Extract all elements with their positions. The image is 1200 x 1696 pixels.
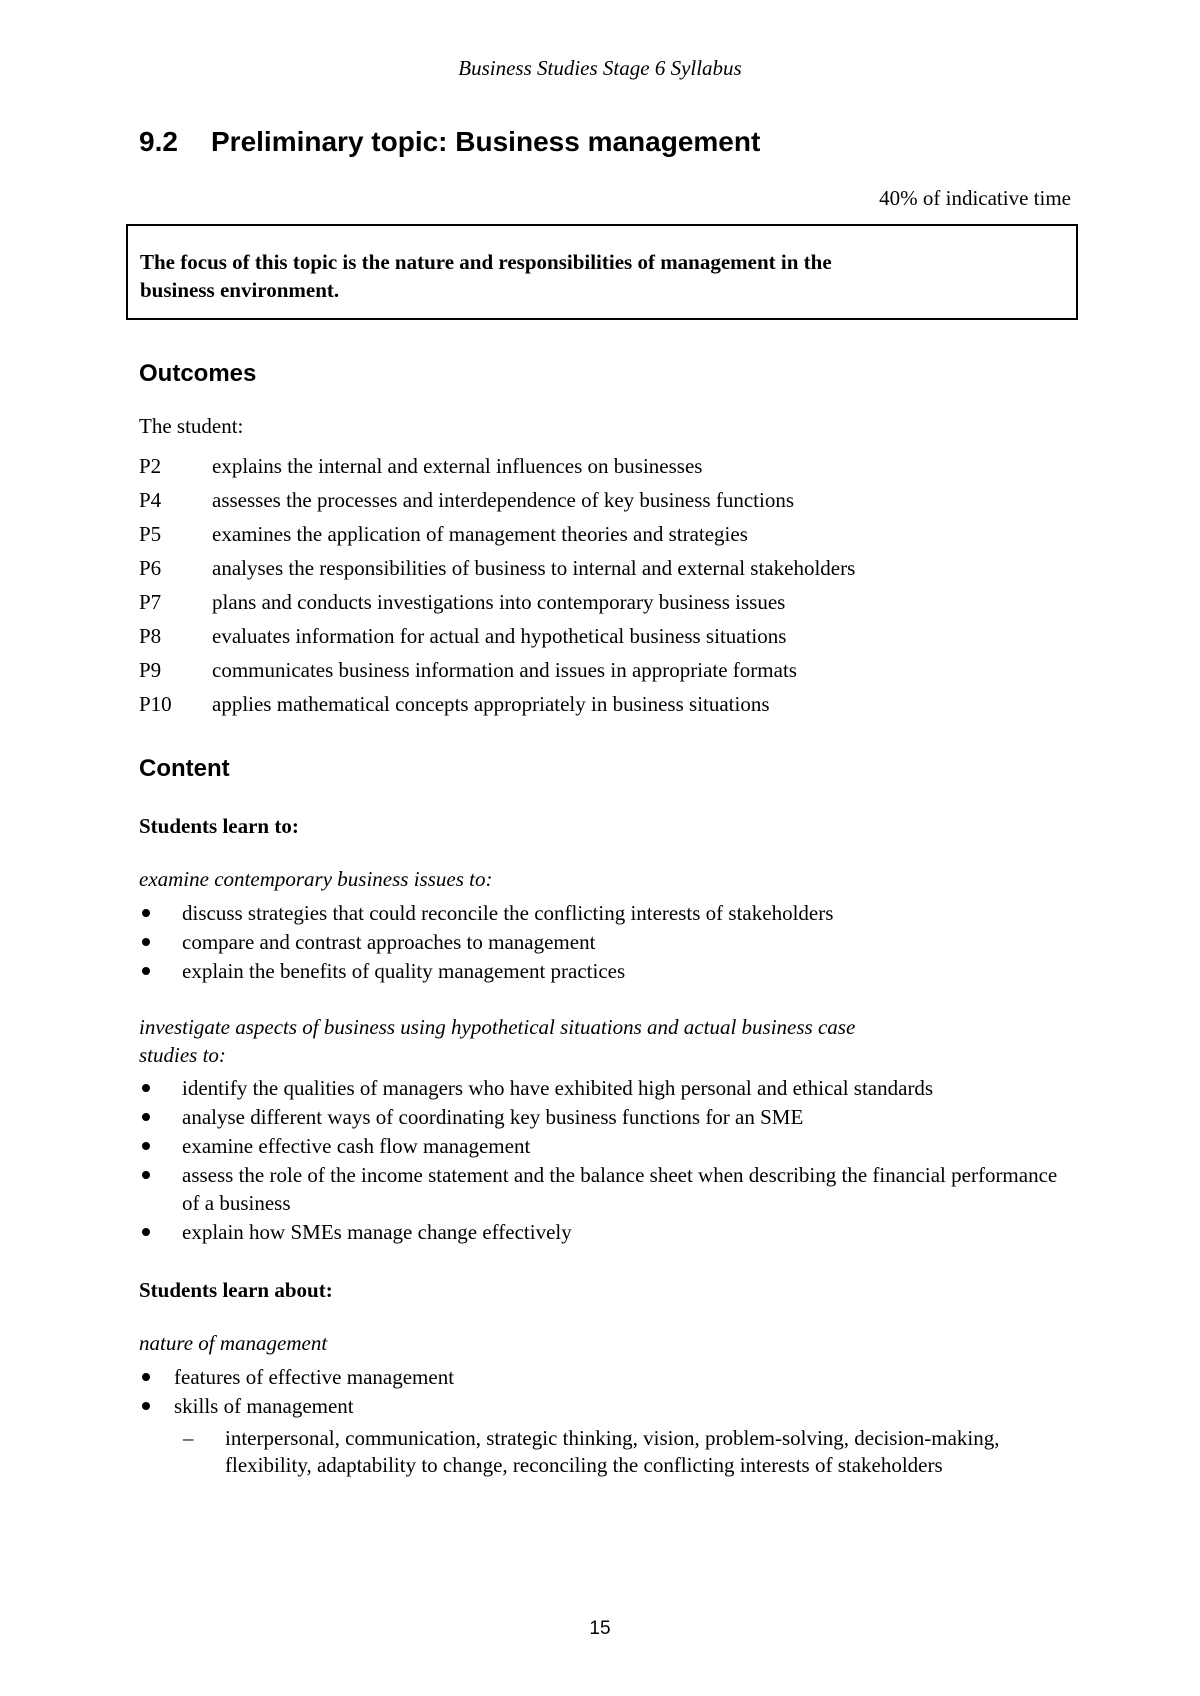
list-item-text: explain the benefits of quality management practices	[182, 959, 626, 983]
list-item-text: discuss strategies that could reconcile the conflicting interests of stakeholders	[182, 901, 834, 925]
outcome-code: P4	[139, 488, 162, 512]
list-item	[139, 1103, 1074, 1131]
outcome-code: P8	[139, 624, 162, 648]
bullet-icon	[142, 1113, 150, 1121]
list-item-text: features of effective management	[174, 1365, 455, 1389]
outcomes-intro: The student:	[139, 414, 244, 438]
learn-about-label: Students learn about:	[139, 1278, 333, 1302]
group1-list	[139, 899, 1039, 986]
content-heading: Content	[139, 755, 230, 782]
outcome-item	[139, 588, 855, 622]
page-number: 15	[589, 1618, 611, 1639]
outcomes-heading: Outcomes	[139, 360, 257, 387]
bullet-icon	[142, 909, 150, 917]
group2-list	[139, 1074, 1074, 1247]
outcome-text: applies mathematical concepts appropriately in business situations	[212, 692, 770, 716]
outcome-item	[139, 520, 855, 554]
list-item	[139, 1074, 1074, 1102]
outcome-item	[139, 452, 855, 486]
outcome-item	[139, 656, 855, 690]
outcome-text: explains the internal and external influences on businesses	[212, 454, 703, 478]
outcome-code: P2	[139, 454, 162, 478]
outcome-item	[139, 486, 855, 520]
list-item	[139, 899, 1039, 927]
focus-line: business environment.	[140, 278, 340, 302]
running-header: Business Studies Stage 6 Syllabus	[458, 56, 742, 80]
outcome-item	[139, 622, 855, 656]
outcome-code: P10	[139, 692, 172, 716]
outcome-code: P9	[139, 658, 162, 682]
bullet-icon	[142, 1142, 150, 1150]
list-item-text: analyse different ways of coordinating key business functions for an SME	[182, 1105, 804, 1129]
list-item	[139, 957, 1039, 985]
skills-sublist	[180, 1425, 1005, 1479]
bullet-icon	[142, 1402, 150, 1410]
bullet-icon	[142, 1084, 150, 1092]
outcome-text: plans and conducts investigations into contemporary business issues	[212, 590, 786, 614]
outcome-code: P7	[139, 590, 162, 614]
focus-statement-box	[126, 224, 1078, 320]
focus-line: The focus of this topic is the nature and responsibilities of management in the	[140, 250, 832, 274]
nature-lead: nature of management	[139, 1331, 328, 1355]
list-item-text: assess the role of the income statement and the balance sheet when describing the financial performance of a business	[182, 1163, 1058, 1215]
outcome-text: analyses the responsibilities of business to internal and external stakeholders	[212, 556, 856, 580]
outcome-code: P5	[139, 522, 162, 546]
bullet-icon	[142, 1373, 150, 1381]
list-item	[139, 1218, 1074, 1246]
bullet-icon	[142, 938, 150, 946]
outcome-text: communicates business information and issues in appropriate formats	[212, 658, 797, 682]
outcome-item	[139, 554, 855, 588]
list-item-text: identify the qualities of managers who have exhibited high personal and ethical standards	[182, 1076, 934, 1100]
list-item	[139, 1363, 1039, 1391]
nature-list	[139, 1363, 1039, 1421]
list-item-text: compare and contrast approaches to management	[182, 930, 596, 954]
bullet-icon	[142, 1228, 150, 1236]
group2-lead	[139, 1013, 855, 1069]
group1-lead: examine contemporary business issues to:	[139, 867, 493, 891]
bullet-icon	[142, 1171, 150, 1179]
list-item	[139, 1132, 1074, 1160]
list-item-text: explain how SMEs manage change effectively	[182, 1220, 572, 1244]
sublist-item-text: interpersonal, communication, strategic thinking, vision, problem-solving, decision-making, flexibility, adaptability to change, reconciling the conflicting interests of stakeholders	[225, 1426, 1000, 1477]
list-item-text: skills of management	[174, 1394, 354, 1418]
section-number: 9.2	[139, 126, 178, 157]
section-title	[139, 126, 760, 158]
sublist-item	[180, 1425, 1005, 1479]
outcome-text: assesses the processes and interdependence of key business functions	[212, 488, 795, 512]
outcome-text: evaluates information for actual and hypothetical business situations	[212, 624, 787, 648]
list-item-text: examine effective cash flow management	[182, 1134, 531, 1158]
bullet-icon	[142, 967, 150, 975]
outcome-item	[139, 690, 855, 724]
group2-lead-line: investigate aspects of business using hypothetical situations and actual business case	[139, 1015, 856, 1039]
dash-icon: –	[183, 1426, 194, 1450]
list-item	[139, 1161, 1074, 1217]
section-title-text: Preliminary topic: Business management	[211, 126, 761, 157]
outcome-text: examines the application of management theories and strategies	[212, 522, 748, 546]
group2-lead-line: studies to:	[139, 1043, 226, 1067]
outcomes-list	[139, 452, 855, 724]
list-item	[139, 1392, 1039, 1420]
outcome-code: P6	[139, 556, 162, 580]
learn-to-label: Students learn to:	[139, 814, 299, 838]
indicative-time: 40% of indicative time	[879, 186, 1071, 210]
list-item	[139, 928, 1039, 956]
